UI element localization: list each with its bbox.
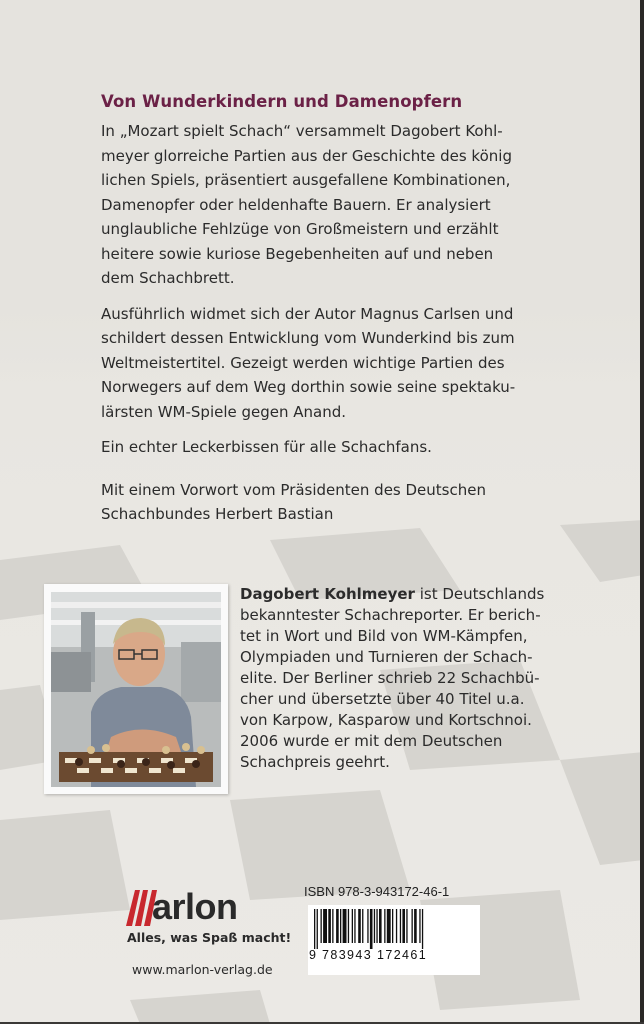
barcode-bar [384,909,385,943]
bio-line: Schachpreis geehrt. [240,753,390,771]
logo-wordmark: arlon [152,886,238,927]
barcode-bar [343,909,347,943]
text-line: heitere sowie kuriose Begebenheiten auf und neben [101,244,494,263]
bio-line: 2006 wurde er mit dem Deutschen [240,732,503,750]
barcode-bar [419,909,420,943]
text-line: unglaubliche Fehlzüge von Großmeistern und erzählt [101,220,499,238]
barcode-bar [354,909,355,943]
barcode-bar [370,909,373,949]
barcode-bar [314,909,315,949]
text-line: lärsten WM-Spiele gegen Anand. [101,402,347,421]
author-photo [44,584,228,794]
text-line: Ausführlich widmet sich der Autor Magnus Carlsen und [101,304,514,323]
barcode-bar [328,909,331,943]
barcode [308,905,480,975]
paragraph-4 [101,478,571,527]
author-name: Dagobert Kohlmeyer [240,585,415,603]
publisher-website: www.marlon-verlag.de [132,962,273,977]
barcode-bar [414,909,417,943]
text-line: Mit einem Vorwort vom Präsidenten des Deutschen [101,480,486,499]
description-heading: Von Wunderkindern und Damenopfern [101,92,463,111]
barcode-bar [332,909,333,943]
text-line: meyer glorreiche Partien aus der Geschichte des könig [101,146,512,165]
barcode-bar [406,909,407,943]
barcode-bar [376,909,377,943]
barcode-bar [358,909,361,943]
barcode-bar [402,909,405,943]
barcode-bar [317,909,318,949]
paragraph-1 [101,119,571,291]
barcode-bar [321,909,322,943]
bio-line: elite. Der Berliner schrieb 22 Schachbü- [240,669,540,687]
text-line: lichen Spiels, präsentiert ausgefallene Kombinationen, [101,171,511,189]
barcode-bar [323,909,327,943]
bio-line: cher und übersetzte über 40 Titel u.a. [240,690,525,708]
bio-line: tet in Wort und Bild von WM-Kämpfen, [240,627,528,645]
barcode-bar [422,909,423,949]
paragraph-2 [101,302,571,425]
author-bio [240,584,620,773]
barcode-first-digit: 9 [309,948,316,962]
barcode-bar [412,909,413,943]
paragraph-3 [101,435,571,460]
text-line: Weltmeistertitel. Gezeigt werden wichtige Partien des [101,353,505,372]
bio-text: ist Deutschlands [414,585,545,603]
text-line: schildert dessen Entwicklung vom Wunderkind bis zum [101,329,515,347]
author-portrait-image [51,592,221,787]
barcode-bar [396,909,397,943]
barcode-bar [400,909,401,943]
text-line: In „Mozart spielt Schach“ versammelt Dagobert Kohl- [101,122,503,140]
description [101,92,571,538]
isbn-label: ISBN 978-3-943172-46-1 [304,884,450,899]
cover-edge [640,0,644,1024]
bio-line: von Karpow, Kasparow und Kortschnoi. [240,711,532,729]
barcode-bar [362,909,363,943]
text-line: Damenopfer oder heldenhafte Bauern. Er analysiert [101,195,491,214]
text-line: Norwegers auf dem Weg dorthin sowie seine spektaku- [101,378,516,396]
barcode-bar [352,909,353,943]
text-line: Schachbundes Herbert Bastian [101,505,334,523]
barcode-bar [340,909,341,943]
barcode-bar [348,909,349,943]
text-line: Ein echter Leckerbissen für alle Schachfans. [101,438,432,456]
barcode-bar [392,909,393,943]
barcode-bar [336,909,339,943]
barcode-bar [387,909,391,943]
barcode-bar [379,909,382,943]
barcode-bar [374,909,375,943]
text-line: dem Schachbrett. [101,269,235,287]
bio-line: Olympiaden und Turnieren der Schach- [240,648,533,666]
bio-line: bekanntester Schachreporter. Er berich- [240,606,541,624]
publisher-tagline: Alles, was Spaß macht! [127,930,292,945]
barcode-bar [367,909,368,943]
barcode-bars [314,909,474,949]
barcode-digits: 783943 172461 [322,948,428,962]
